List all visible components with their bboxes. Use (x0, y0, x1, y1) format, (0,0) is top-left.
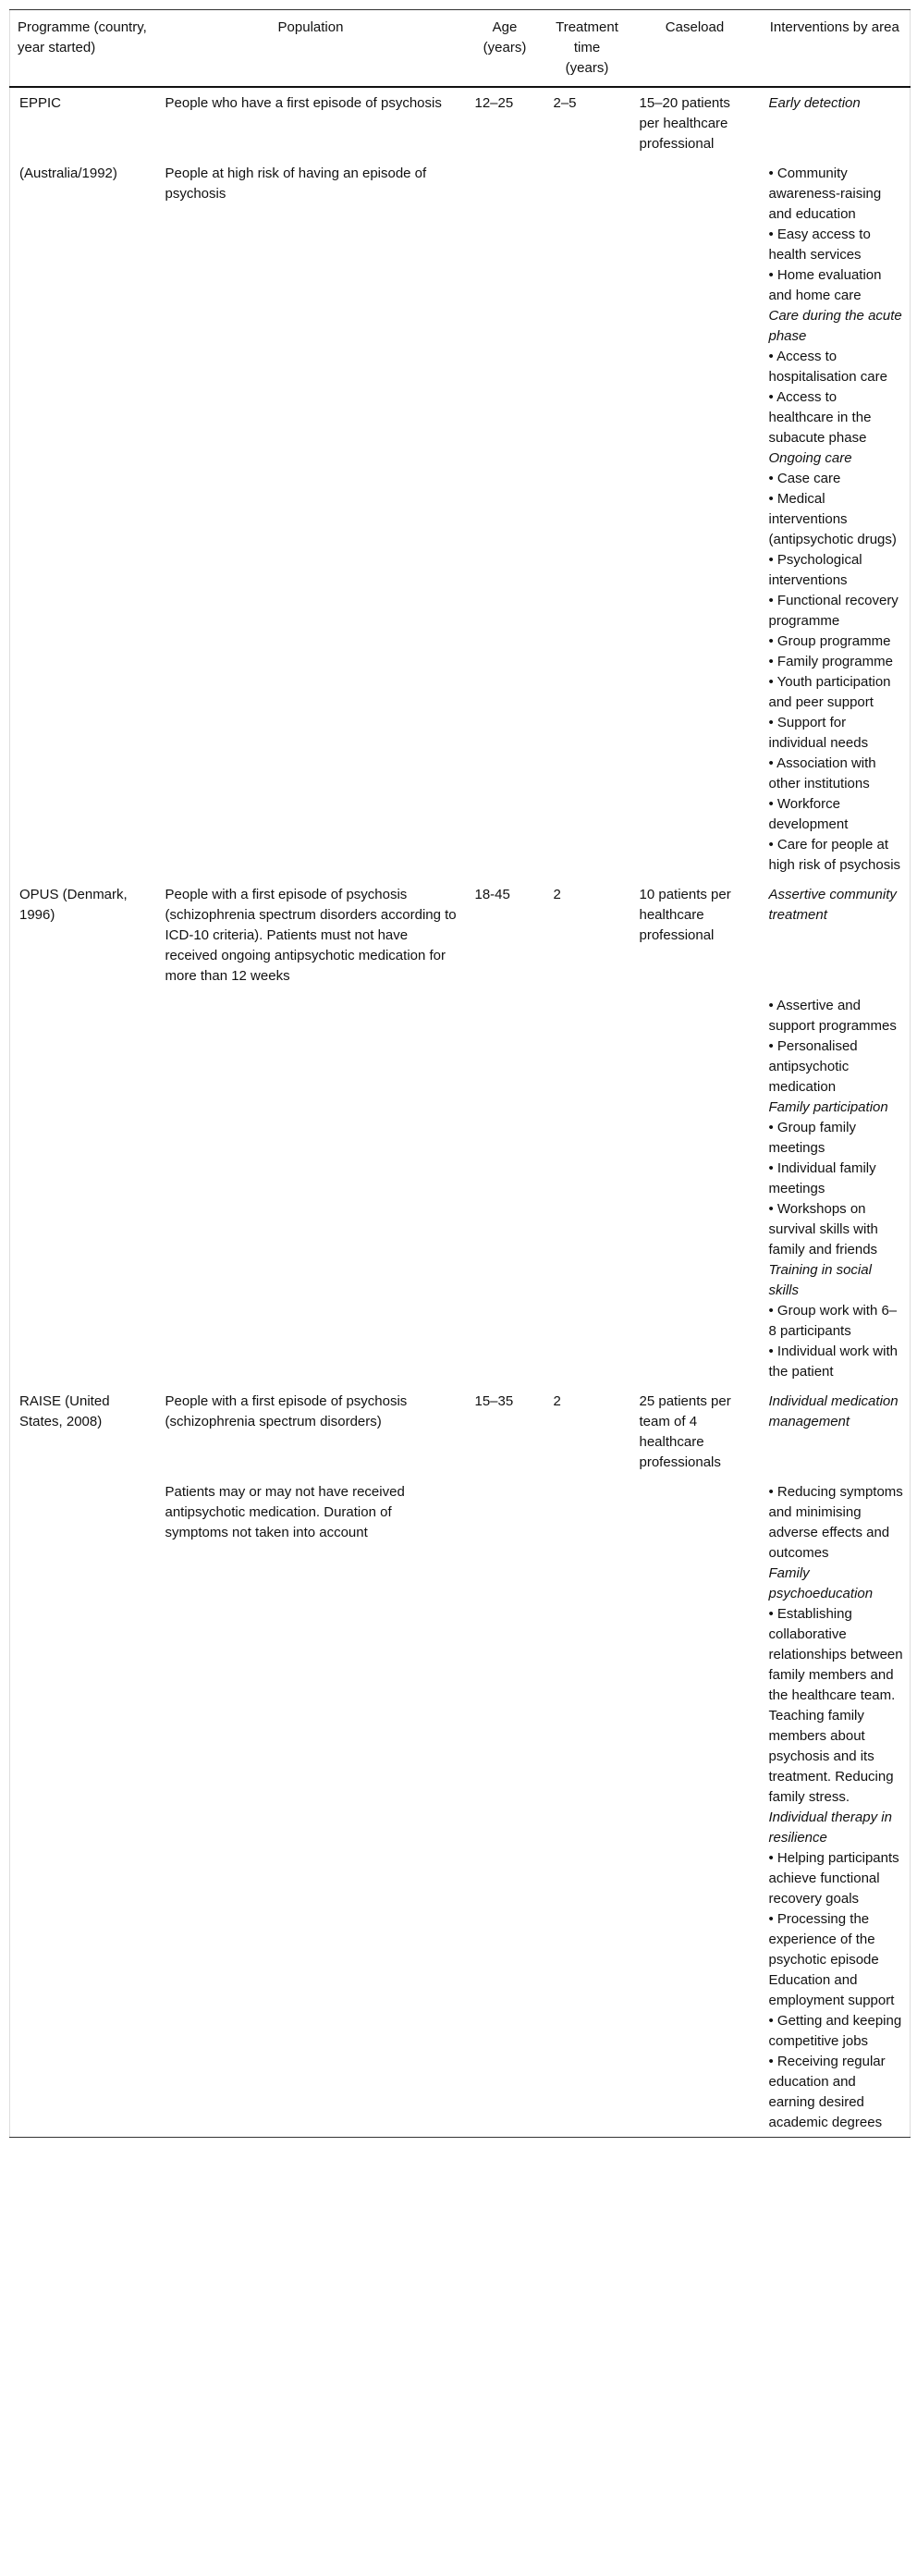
interventions-cell (760, 879, 911, 990)
intervention-item: • Youth participation and peer support (768, 674, 891, 710)
intervention-item: • Group programme (768, 633, 891, 649)
intervention-area-heading: Individual medication management (768, 1393, 899, 1429)
intervention-item: • Getting and keeping competitive jobs (768, 2013, 902, 2049)
intervention-area-heading: Early detection (768, 95, 861, 111)
table-row (10, 879, 911, 990)
empty-cell (630, 158, 760, 879)
programme-origin (10, 1477, 156, 2138)
caseload-cell: 25 patients per team of 4 healthcare professionals (639, 1393, 731, 1470)
intervention-item: • Care for people at high risk of psychosis (768, 837, 901, 873)
intervention-item: • Family programme (768, 654, 893, 669)
intervention-area-heading: Training in social skills (768, 1262, 872, 1298)
intervention-item: • Workshops on survival skills with family and friends (768, 1201, 878, 1257)
population-cell: Patients may or may not have received antipsychotic medication. Duration of symptoms not taken into account (165, 1484, 405, 1540)
intervention-item: • Community awareness-raising and education (768, 166, 882, 222)
table-row (10, 1386, 911, 1477)
programmes-table (9, 9, 911, 2138)
intervention-area-heading: Assertive community treatment (768, 887, 897, 923)
treatment-time-cell: 2 (553, 887, 561, 902)
table-row (10, 1477, 911, 2138)
intervention-item: • Workforce development (768, 796, 849, 832)
population-cell: People who have a first episode of psychosis (165, 95, 442, 111)
interventions-cell (760, 1477, 911, 2138)
intervention-item: • Group family meetings (768, 1120, 856, 1156)
empty-cell (544, 158, 630, 879)
intervention-item: • Support for individual needs (768, 715, 869, 751)
population-cell: People with a first episode of psychosis (schizophrenia spectrum disorders) (165, 1393, 408, 1429)
table-row (10, 87, 911, 158)
programme-group (10, 879, 911, 1386)
programme-origin: (Australia/1992) (19, 166, 117, 181)
empty-cell (630, 990, 760, 1386)
intervention-item: • Home evaluation and home care (768, 267, 882, 303)
intervention-item: • Individual family meetings (768, 1160, 876, 1196)
intervention-item: • Assertive and support programmes (768, 998, 897, 1034)
intervention-area-heading: Family participation (768, 1099, 888, 1115)
intervention-item: • Individual work with the patient (768, 1343, 898, 1380)
population-cell: People at high risk of having an episode of psychosis (165, 166, 427, 202)
age-cell: 12–25 (474, 95, 514, 111)
intervention-item: • Case care (768, 471, 841, 486)
intervention-item: • Easy access to health services (768, 227, 871, 263)
treatment-time-cell: 2 (553, 1393, 561, 1409)
header-population: Population (277, 19, 344, 35)
intervention-item: • Group work with 6–8 participants (768, 1303, 898, 1339)
caseload-cell: 10 patients per healthcare professional (639, 887, 731, 943)
header-interventions: Interventions by area (769, 19, 899, 35)
empty-cell (466, 1477, 544, 2138)
age-cell: 15–35 (474, 1393, 514, 1409)
intervention-item: • Helping participants achieve functional recovery goals (768, 1850, 899, 1907)
population-cell: People with a first episode of psychosis (schizophrenia spectrum disorders according to ICD-10 criteria). Patients must not have received ongoing antipsychotic medication for more than 12 weeks (165, 887, 457, 984)
intervention-item: • Reducing symptoms and minimising adverse effects and outcomes (768, 1484, 903, 1561)
interventions-cell (760, 158, 911, 879)
intervention-item: • Access to healthcare in the subacute phase (768, 389, 872, 446)
intervention-item: • Receiving regular education and earning desired academic degrees (768, 2054, 886, 2130)
empty-cell (630, 1477, 760, 2138)
intervention-item: • Medical interventions (antipsychotic drugs) (768, 491, 897, 547)
header-caseload: Caseload (665, 19, 725, 35)
empty-cell (466, 990, 544, 1386)
header-programme: Programme (country, year started) (18, 19, 147, 55)
intervention-area-heading: Ongoing care (768, 450, 852, 466)
table-row (10, 990, 911, 1386)
header-age: Age (years) (483, 19, 527, 55)
intervention-item: • Access to hospitalisation care (768, 349, 887, 385)
interventions-cell (760, 1386, 911, 1477)
header-treatment-time: Treatment time (years) (556, 19, 618, 76)
intervention-item: • Psychological interventions (768, 552, 862, 588)
intervention-area-heading: Care during the acute phase (768, 308, 902, 344)
treatment-time-cell: 2–5 (553, 95, 577, 111)
caseload-cell: 15–20 patients per healthcare professional (639, 95, 730, 152)
programme-name: RAISE (United States, 2008) (19, 1393, 110, 1429)
empty-cell (544, 990, 630, 1386)
programme-name: EPPIC (19, 95, 62, 111)
intervention-item: • Functional recovery programme (768, 593, 899, 629)
programme-group (10, 87, 911, 879)
table-header-row (10, 10, 911, 88)
table-row (10, 158, 911, 879)
intervention-item: • Association with other institutions (768, 755, 876, 791)
programme-group (10, 1386, 911, 2138)
intervention-area-heading: Family psychoeducation (768, 1565, 874, 1601)
intervention-item: Education and employment support (768, 1972, 895, 2008)
intervention-item: • Processing the experience of the psychotic episode (768, 1911, 879, 1968)
intervention-item: • Establishing collaborative relationships between family members and the healthcare team. Teaching family members about psychosis and its treatment. Reducing family stress. (768, 1606, 903, 1805)
programme-origin (10, 990, 156, 1386)
population-cell (156, 990, 466, 1386)
intervention-area-heading: Individual therapy in resilience (768, 1809, 892, 1846)
interventions-cell (760, 990, 911, 1386)
empty-cell (544, 1477, 630, 2138)
empty-cell (466, 158, 544, 879)
age-cell: 18-45 (474, 887, 510, 902)
intervention-item: • Personalised antipsychotic medication (768, 1038, 858, 1095)
interventions-cell (760, 87, 911, 158)
programme-name: OPUS (Denmark, 1996) (19, 887, 128, 923)
